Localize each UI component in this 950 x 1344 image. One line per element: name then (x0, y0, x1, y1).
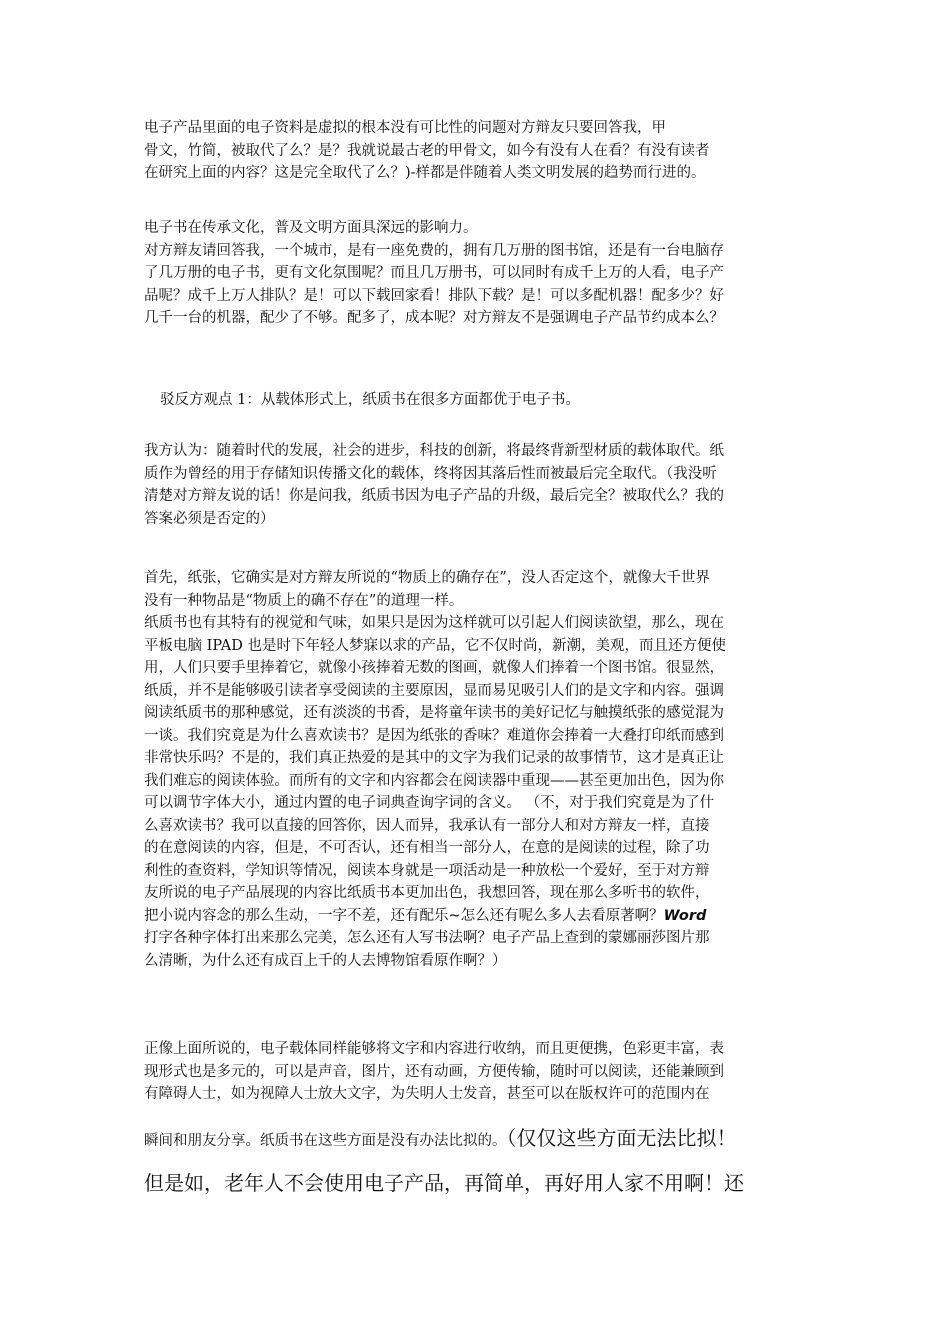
text-line: 正像上面所说的，电子载体同样能够将文字和内容进行收纳，而且更便携，色彩更丰富，表 (144, 1041, 724, 1057)
paragraph-share-line (144, 1122, 816, 1154)
text-line: 了几万册的电子书，更有文化氛围呢？而且几万册书，可以同时有成千上万的人看，电子产 (144, 265, 724, 281)
text-line-with-word (144, 905, 816, 928)
text-line: 骨文，竹简，被取代了么？是？我就说最古老的甲骨文，如今有没有人在看？有没有读者 (144, 142, 710, 159)
text-line: 我们难忘的阅读体验。而所有的文字和内容都会在阅读器中重现——甚至更加出色，因为你 (144, 772, 724, 789)
text-line: 有障碍人士，如为视障人士放大文字，为失明人士发音，甚至可以在版权许可的范围内在 (144, 1086, 710, 1102)
text-line: 没有一种物品是“物质上的确不存在”的道理一样。 (144, 592, 464, 609)
text-line: 么喜欢读书？我可以直接的回答你，因人而异，我承认有一部分人和对方辩友一样，直接 (144, 817, 710, 834)
text-line: 首先，纸张，它确实是对方辩友所说的“物质上的确存在”，没人否定这个，就像大千世界 (144, 570, 710, 586)
text-line-mixed (144, 1122, 816, 1154)
text-line: 利性的查资料，学知识等情况，阅读本身就是一项活动是一种放松一个爱好，至于对方辩 (144, 862, 710, 879)
paragraph-ebook-culture (144, 217, 816, 352)
text-line: 阅读纸质书的那种感觉，还有淡淡的书香，是将童年读书的美好记忆与触摸纸张的感觉混为 (144, 705, 724, 721)
text-line: 友所说的电子产品展现的内容比纸质书本更加出色，我想回答，现在那么多听书的软件， (144, 885, 710, 901)
text-line: 几千一台的机器，配少了不够。配多了，成本呢？对方辩友不是强调电子产品节约成本么？ (144, 310, 724, 326)
text-line: 非常快乐吗？不是的，我们真正热爱的是其中的文字为我们记录的故事情节，这才是真正让 (144, 750, 724, 766)
text-line: 质作为曾经的用于存储知识传播文化的载体，终将因其落后性而被最后完全取代。（我没听 (144, 465, 717, 482)
text-line: 纸质书也有其特有的视觉和气味，如果只是因为这样就可以引起人们阅读欲望，那么，现在 (144, 615, 724, 631)
text-line: 么清晰，为什么还有成百上千的人去博物馆看原作啊？） (144, 952, 507, 969)
large-text-line: 但是如，老年人不会使用电子产品，再简单，再好用人家不用啊！还 (144, 1171, 744, 1195)
paragraph-our-view (144, 440, 816, 530)
text-line: 可以调节字体大小，通过内置的电子词典查询字词的含义。 （不，对于我们究竟是为了什 (144, 795, 715, 811)
text-line: 用，人们只要手里捧着它，就像小孩捧着无数的图画，就像人们捧着一个图书馆。很显然， (144, 660, 724, 676)
paragraph-paper-argument (144, 567, 816, 972)
text-line: 答案必须是否定的） (144, 510, 275, 527)
text-line: 品呢？成千上万人排队？是！可以下载回家看！排队下载？是！可以多配机器！配多少？好 (144, 287, 724, 304)
text-line: 清楚对方辩友说的话！你是问我，纸质书因为电子产品的升级，最后完全？被取代么？我的 (144, 488, 724, 504)
text-line: 纸质，并不是能够吸引读者享受阅读的主要原因，显而易见吸引人们的是文字和内容。强调 (144, 682, 724, 699)
text-line: 打字各种字体打出来那么完美，怎么还有人写书法啊？电子产品上查到的蒙娜丽莎图片那 (144, 930, 710, 946)
text-line: 我方认为：随着时代的发展，社会的进步，科技的创新，将最终背新型材质的载体取代。纸 (144, 443, 724, 459)
paragraph-electronic-carrier (144, 1038, 816, 1106)
paragraph-oracle-bones (144, 117, 816, 185)
text-line: 对方辩友请回答我，一个城市，是有一座免费的，拥有几万册的图书馆，还是有一台电脑存 (144, 242, 724, 259)
text-line: 平板电脑 IPAD 也是时下年轻人梦寐以求的产品，它不仅时尚，新潮，美观，而且还方便使 (144, 637, 726, 654)
paragraph-elderly (144, 1166, 816, 1200)
text-line-segment: 瞬间和朋友分享。纸质书在这些方面是没有办法比拟的。 (144, 1133, 507, 1149)
text-line: 电子产品里面的电子资料是虚拟的根本没有可比性的问题对方辩友只要回答我，甲 (144, 120, 666, 136)
section-heading-rebuttal-1 (160, 389, 832, 412)
section-heading: 驳反方观点 1：从载体形式上，纸质书在很多方面都优于电子书。 (160, 392, 580, 408)
text-line-segment: 把小说内容念的那么生动，一字不差，还有配乐~怎么还有呢么多人去看原著啊？ (144, 907, 664, 924)
text-line: 一谈。我们究竟是为什么喜欢读书？是因为纸张的香味？难道你会捧着一大叠打印纸而感到 (144, 727, 724, 744)
text-line: 电子书在传承文化，普及文明方面具深远的影响力。 (144, 220, 478, 236)
text-line (144, 330, 816, 353)
word-inline-text: Word (663, 907, 707, 924)
text-line: 现形式也是多元的，可以是声音，图片，还有动画，方便传输，随时可以阅读，还能兼顾到 (144, 1063, 724, 1080)
text-line: 在研究上面的内容？这是完全取代了么？)-样都是伴随着人类文明发展的趋势而行进的。 (144, 165, 706, 181)
large-text-segment: （仅仅这些方面无法比拟！ (506, 1126, 737, 1150)
text-line: 的在意阅读的内容，但是，不可否认，还有相当一部分人，在意的是阅读的过程，除了功 (144, 840, 710, 856)
